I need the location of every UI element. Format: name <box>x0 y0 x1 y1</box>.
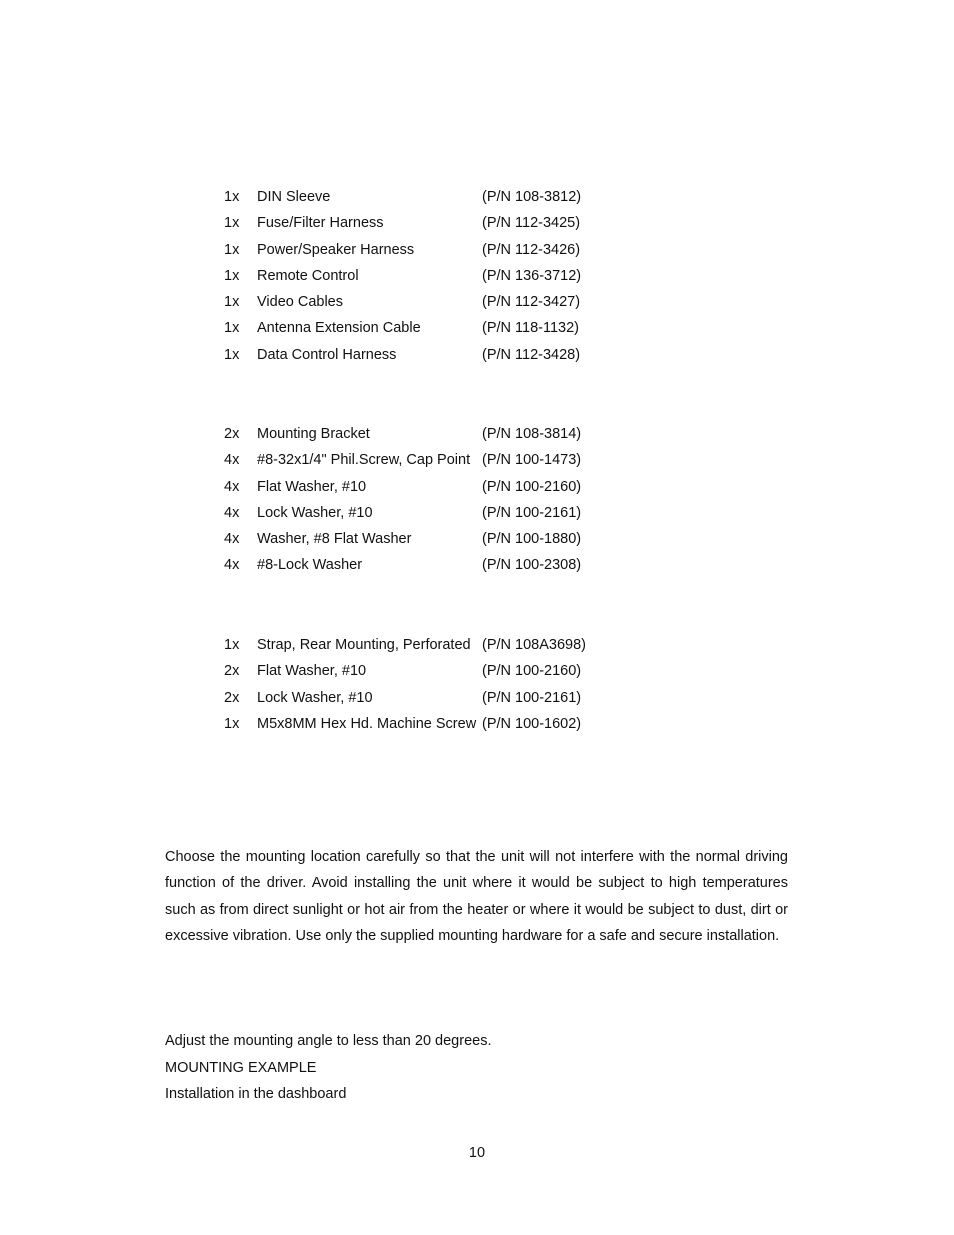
part-number: (P/N 100-2160) <box>482 663 582 680</box>
part-qty: 1x <box>224 241 240 258</box>
part-description: Flat Washer, #10 <box>257 478 367 495</box>
part-number: (P/N 112-3425) <box>482 215 581 232</box>
part-number: (P/N 112-3428) <box>482 346 581 363</box>
part-qty: 1x <box>224 267 240 284</box>
part-description: Remote Control <box>257 267 359 284</box>
part-description: Fuse/Filter Harness <box>257 215 384 232</box>
part-number: (P/N 100-1602) <box>482 715 582 732</box>
part-description: Data Control Harness <box>257 346 397 363</box>
page-number: 10 <box>468 1145 486 1161</box>
part-qty: 1x <box>224 637 240 653</box>
part-description: Lock Washer, #10 <box>257 689 373 706</box>
part-qty: 4x <box>224 557 240 574</box>
part-number: (P/N 100-2161) <box>482 504 582 521</box>
mounting-angle-note: Adjust the mounting angle to less than 20 degrees. <box>165 1033 492 1049</box>
part-number: (P/N 100-1880) <box>482 531 582 548</box>
mounting-location-paragraph: Choose the mounting location carefully so that the unit will not interfere with the normal driving function of the driver. Avoid installing the unit where it would be subject to high temperatures such as from direct sunlight or hot air from the heater or where it would be subject to dust, dirt or excessive vibration. Use only the supplied mounting hardware for a safe and secure installation. <box>165 849 788 944</box>
part-description: Lock Washer, #10 <box>257 504 373 521</box>
mounting-example-caption: Installation in the dashboard <box>165 1086 347 1102</box>
part-qty: 4x <box>224 452 240 469</box>
mounting-example-heading: MOUNTING EXAMPLE <box>165 1060 317 1076</box>
part-number: (P/N 100-2160) <box>482 478 582 495</box>
part-description: Washer, #8 Flat Washer <box>257 531 412 548</box>
part-description: Antenna Extension Cable <box>257 320 421 337</box>
part-qty: 1x <box>224 715 240 732</box>
part-number: (P/N 100-2308) <box>482 557 582 574</box>
part-description: Power/Speaker Harness <box>257 241 415 258</box>
part-description: DIN Sleeve <box>257 189 331 205</box>
part-description: Mounting Bracket <box>257 426 370 442</box>
part-qty: 1x <box>224 320 240 337</box>
part-number: (P/N 108A3698) <box>482 637 586 653</box>
part-qty: 4x <box>224 531 240 548</box>
part-number: (P/N 112-3426) <box>482 241 581 258</box>
part-description: M5x8MM Hex Hd. Machine Screw <box>257 715 477 732</box>
part-number: (P/N 108-3812) <box>482 189 582 205</box>
part-description: #8-Lock Washer <box>257 557 363 574</box>
part-qty: 2x <box>224 663 240 680</box>
part-qty: 1x <box>224 215 240 232</box>
part-qty: 4x <box>224 504 240 521</box>
part-qty: 1x <box>224 346 240 363</box>
part-number: (P/N 100-2161) <box>482 689 582 706</box>
part-qty: 4x <box>224 478 240 495</box>
part-description: Strap, Rear Mounting, Perforated <box>257 637 471 653</box>
part-number: (P/N 100-1473) <box>482 452 582 469</box>
part-description: Flat Washer, #10 <box>257 663 367 680</box>
part-description: Video Cables <box>257 294 343 311</box>
part-qty: 1x <box>224 294 240 311</box>
part-qty: 2x <box>224 689 240 706</box>
part-qty: 1x <box>224 189 240 205</box>
part-number: (P/N 136-3712) <box>482 267 582 284</box>
part-number: (P/N 118-1132) <box>482 320 579 337</box>
part-description: #8-32x1/4" Phil.Screw, Cap Point <box>257 452 471 469</box>
part-qty: 2x <box>224 426 240 442</box>
part-number: (P/N 112-3427) <box>482 294 581 311</box>
part-number: (P/N 108-3814) <box>482 426 582 442</box>
